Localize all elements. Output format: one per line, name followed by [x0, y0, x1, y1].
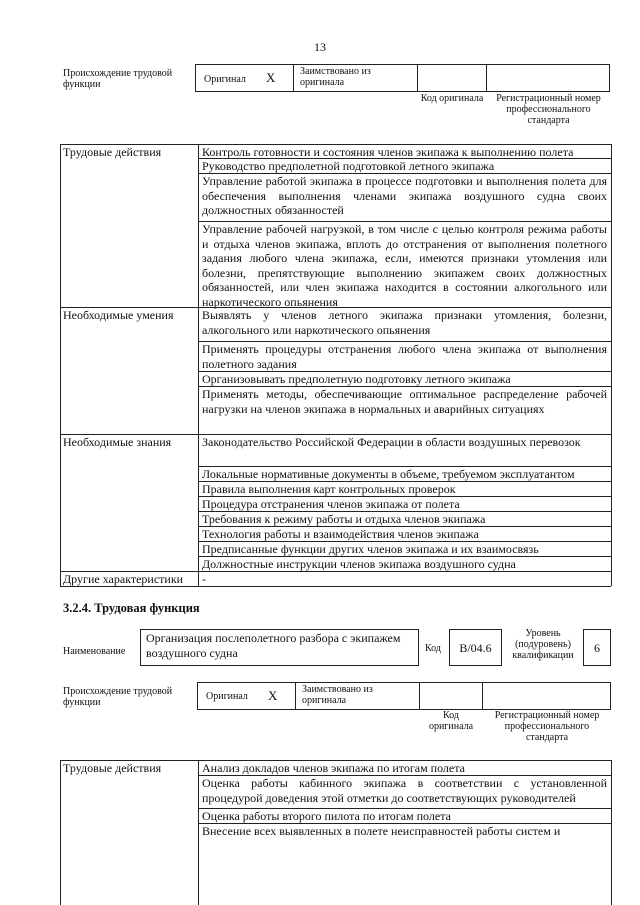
- code-caption-2: Код оригинала: [428, 710, 474, 732]
- labor-table-1: [60, 144, 611, 586]
- reg-caption: Регистрационный номер профессионального стандарта: [496, 93, 601, 126]
- code-value: B/04.6: [459, 641, 492, 655]
- name-label: Наименование: [63, 646, 126, 657]
- table-row: Требования к режиму работы и отдыха членов экипажа: [202, 512, 486, 526]
- section-title: Трудовые действия: [63, 761, 162, 775]
- original-mark-2: X: [268, 688, 278, 703]
- labor-table-2: [60, 760, 611, 905]
- table-row: Управление работой экипажа в процессе подготовки и выполнения полета для обеспечения выполнения членами экипажа воздушного судна своих должностных обязанностей: [202, 174, 607, 217]
- original-label: Оригинал: [204, 74, 246, 85]
- table-row: Локальные нормативные документы в объеме, требуемом эксплуатантом: [202, 467, 575, 481]
- table-row: Внесение всех выявленных в полете неисправностей работы систем и: [202, 824, 561, 838]
- table-row: Руководство предполетной подготовкой летного экипажа: [202, 159, 495, 173]
- borrowed-label: Заимствовано из оригинала: [300, 66, 371, 88]
- borrowed-label-2: Заимствовано из оригинала: [302, 684, 373, 706]
- original-label-2: Оригинал: [206, 691, 248, 702]
- section-title: Трудовые действия: [63, 145, 162, 159]
- table-row: Управление рабочей нагрузкой, в том числе с целью контроля режима работы и отдыха членов экипажа, вплоть до отстранения от выполнения полетного задания любого члена экипажа, если, имеются признаки утомления или болезни, препятствующие выполнению экипажем своих должностных обязанностей, или член экипажа находится в состоянии алкогольного или наркотического опьянения: [202, 222, 607, 309]
- table-row: Правила выполнения карт контрольных проверок: [202, 482, 456, 496]
- table-row: Организовывать предполетную подготовку летного экипажа: [202, 372, 511, 386]
- origin-label: Происхождение трудовой функции: [63, 68, 173, 90]
- level-label: Уровень (подуровень) квалификации: [512, 628, 574, 661]
- table-row: Должностные инструкции членов экипажа воздушного судна: [202, 557, 516, 571]
- table-row: Применять процедуры отстранения любого члена экипажа от выполнения полетного задания: [202, 342, 607, 371]
- table-row: Применять методы, обеспечивающие оптимальное распределение рабочей нагрузки на членов экипажа в нормальных и аварийных ситуациях: [202, 387, 607, 416]
- code-label: Код: [425, 643, 441, 654]
- page-number: 13: [314, 40, 326, 54]
- table-row: -: [202, 572, 206, 586]
- level-value: 6: [594, 641, 600, 655]
- section-heading: 3.2.4. Трудовая функция: [63, 601, 200, 615]
- table-row: Предписанные функции других членов экипажа и их взаимосвязь: [202, 542, 539, 556]
- table-row: Оценка работы второго пилота по итогам полета: [202, 809, 451, 823]
- table-row: Анализ докладов членов экипажа по итогам полета: [202, 761, 465, 775]
- reg-caption-2: Регистрационный номер профессионального стандарта: [494, 710, 600, 743]
- section-title: Необходимые знания: [63, 435, 172, 449]
- table-row: Законодательство Российской Федерации в области воздушных перевозок: [202, 435, 581, 449]
- table-row: Выявлять у членов летного экипажа признаки утомления, болезни, алкогольного или наркотического опьянения: [202, 308, 607, 337]
- section-title: Другие характеристики: [63, 572, 184, 586]
- origin-label-2: Происхождение трудовой функции: [63, 686, 173, 708]
- table-row: Оценка работы кабинного экипажа в соответствии с установленной процедурой доведения этой отметки до соответствующих руководителей: [202, 776, 607, 805]
- original-mark: X: [266, 70, 276, 85]
- table-row: Процедура отстранения членов экипажа от полета: [202, 497, 460, 511]
- table-row: Технология работы и взаимодействия членов экипажа: [202, 527, 479, 541]
- table-row: Контроль готовности и состояния членов экипажа к выполнению полета: [202, 145, 574, 159]
- function-name: Организация послеполетного разбора с экипажем воздушного судна: [146, 631, 401, 660]
- section-title: Необходимые умения: [63, 308, 174, 322]
- code-caption: Код оригинала: [420, 93, 484, 104]
